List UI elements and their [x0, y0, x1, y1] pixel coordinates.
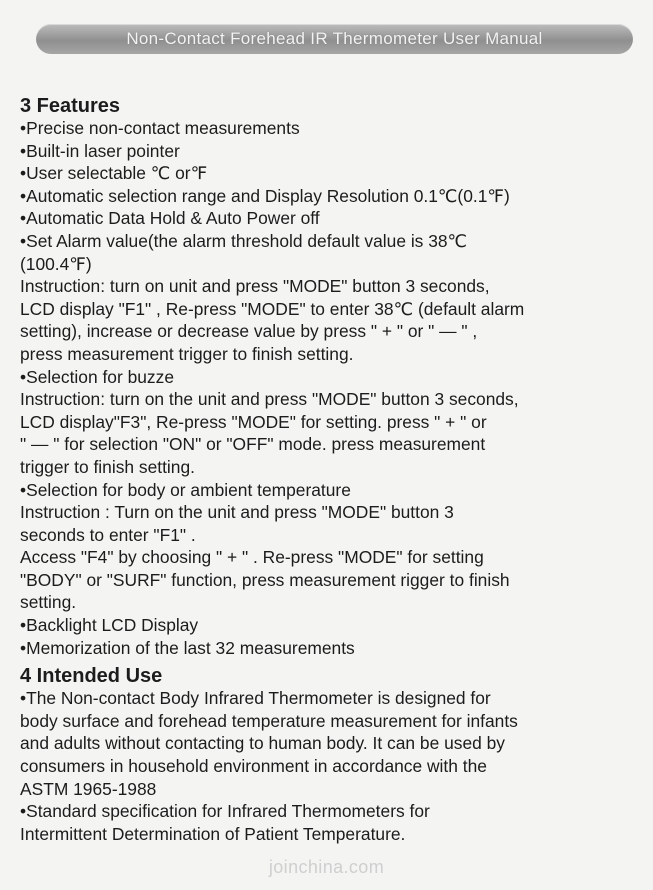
section3-line: (100.4℉) [20, 253, 92, 274]
section3-line: •Automatic selection range and Display Resolution 0.1℃(0.1℉) [20, 185, 510, 206]
header-banner [36, 24, 633, 54]
section3-line: " — " for selection "ON" or "OFF" mode. press measurement [20, 434, 486, 455]
watermark-text: joinchina.com [268, 857, 385, 877]
section3-line: setting. [20, 592, 77, 613]
section3-line: Instruction: turn on the unit and press "MODE" button 3 seconds, [20, 389, 519, 410]
section3-line: press measurement trigger to finish setting. [20, 343, 354, 364]
section3-line: •Memorization of the last 32 measurements [20, 637, 355, 658]
section3-line: •Selection for body or ambient temperature [20, 479, 351, 500]
section3-line: •Precise non-contact measurements [20, 118, 300, 138]
section4-body [20, 687, 645, 845]
section4-line: body surface and forehead temperature measurement for infants [20, 710, 518, 731]
section4-line: Intermittent Determination of Patient Temperature. [20, 823, 406, 844]
manual-content [20, 95, 645, 845]
section3-line: Access "F4" by choosing " + " . Re-press "MODE" for setting [20, 547, 484, 568]
section4-line: ASTM 1965-1988 [20, 778, 157, 799]
section3-line: "BODY" or "SURF" function, press measurement rigger to finish [20, 569, 510, 590]
section4-line: and adults without contacting to human body. It can be used by [20, 733, 506, 754]
section4-heading: 4 Intended Use [20, 665, 163, 688]
section4-line: consumers in household environment in accordance with the [20, 756, 487, 777]
section3-line: setting), increase or decrease value by press " + " or " — " , [20, 321, 478, 342]
section3-line: •Selection for buzze [20, 366, 174, 387]
section3-heading: 3 Features [20, 95, 121, 117]
section4-line: •The Non-contact Body Infrared Thermometer is designed for [20, 688, 491, 709]
section3-line: •Set Alarm value(the alarm threshold default value is 38℃ [20, 230, 468, 251]
section3-line: LCD display"F3", Re-press "MODE" for setting. press " + " or [20, 411, 487, 432]
section3-line: LCD display "F1" , Re-press "MODE" to enter 38℃ (default alarm [20, 298, 525, 319]
section3-line: •Backlight LCD Display [20, 615, 199, 636]
section3-line: •Automatic Data Hold & Auto Power off [20, 208, 320, 229]
section3-line: Instruction: turn on unit and press "MODE" button 3 seconds, [20, 276, 490, 297]
manual-title: Non-Contact Forehead IR Thermometer User Manual [126, 29, 543, 48]
section4-line: •Standard specification for Infrared Thermometers for [20, 801, 430, 822]
section3-line: •User selectable ℃ or℉ [20, 163, 208, 184]
section3-line: Instruction : Turn on the unit and press "MODE" button 3 [20, 502, 454, 523]
section3-line: seconds to enter "F1" . [20, 524, 196, 545]
section3-line: •Built-in laser pointer [20, 140, 180, 161]
section3-body [20, 117, 645, 659]
section3-line: trigger to finish setting. [20, 456, 195, 477]
